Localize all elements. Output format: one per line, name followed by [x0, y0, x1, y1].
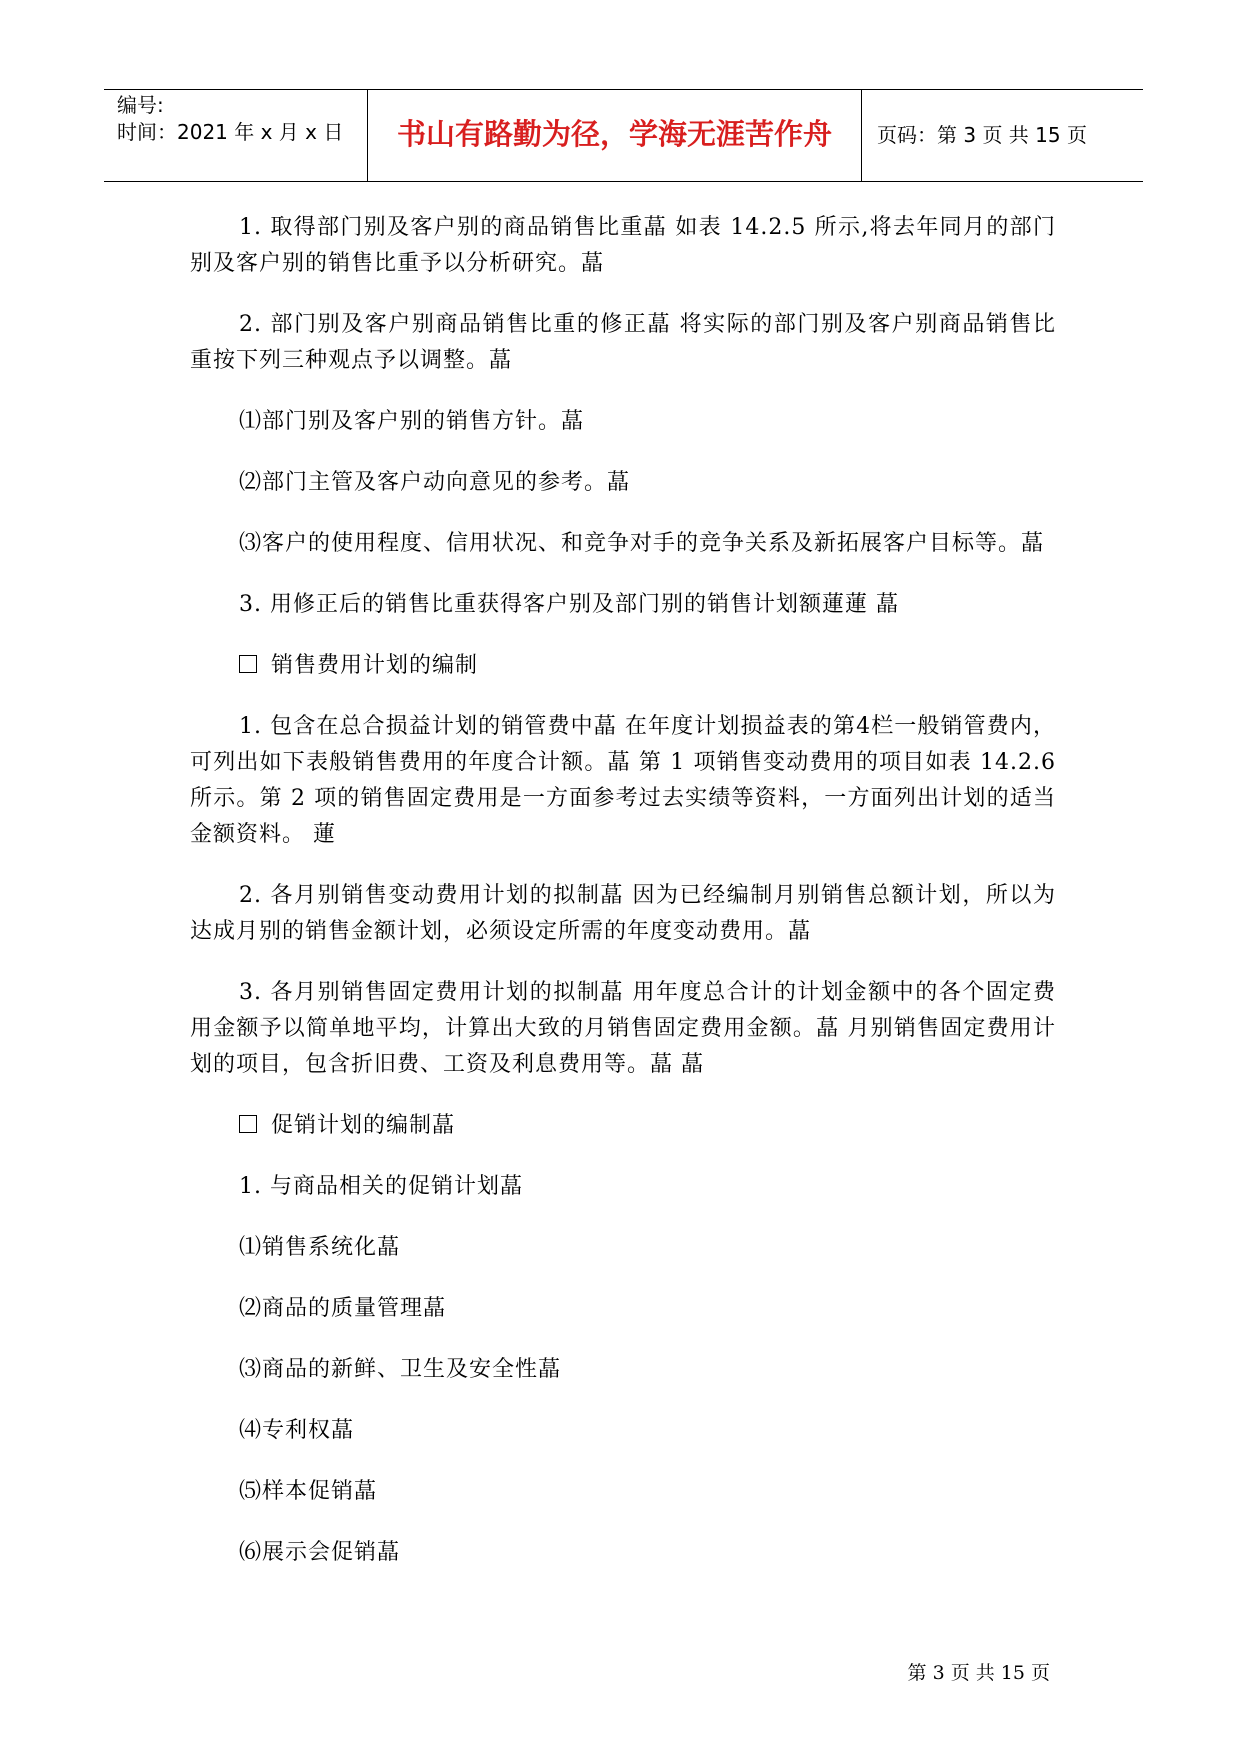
paragraph	[190, 587, 1056, 623]
paragraph-text: 1. 包含在总合损益计划的销管费中蕌 在年度计划损益表的第4栏一般销管费内，可列出如下表般销售费用的年度合计额。蕌 第 1 项销售变动费用的项目如表 14.2.6 所示。第 2 项的销售固定费用是一方面参考过去实绩等资料，一方面列出计划的适当金额资料。 蓮	[190, 714, 1056, 847]
document-body	[190, 210, 1056, 1596]
paragraph-text: 1. 与商品相关的促销计划蕌	[239, 1174, 523, 1199]
paragraph	[190, 975, 1056, 1083]
paragraph-text: 2. 部门别及客户别商品销售比重的修正蕌 将实际的部门别及客户别商品销售比重按下列三种观点予以调整。蕌	[190, 312, 1056, 373]
paragraph-text: 1. 取得部门别及客户别的商品销售比重蕌 如表 14.2.5 所示,将去年同月的部门别及客户别的销售比重予以分析研究。蕌	[190, 215, 1056, 276]
list-item-text: ⑶商品的新鲜、卫生及安全性蕌	[239, 1357, 562, 1382]
section-heading	[190, 1108, 1056, 1144]
paragraph-text: ⑵部门主管及客户动向意见的参考。蕌	[239, 470, 631, 495]
header-motto-cell	[368, 90, 862, 181]
header-page-info: 页码：第 3 页 共 15 页	[877, 123, 1087, 147]
section-heading-text: 销售费用计划的编制	[271, 653, 479, 678]
section-heading-text: 促销计划的编制蕌	[271, 1113, 456, 1138]
checkbox-icon	[239, 1115, 257, 1133]
list-item	[190, 1291, 1056, 1327]
document-number-label: 编号:	[117, 93, 164, 117]
list-item	[190, 1352, 1056, 1388]
section-heading	[190, 648, 1056, 684]
paragraph	[190, 878, 1056, 950]
paragraph-text: ⑴部门别及客户别的销售方针。蕌	[239, 409, 585, 434]
paragraph	[190, 465, 1056, 501]
paragraph-text: 3. 用修正后的销售比重获得客户别及部门别的销售计划额蓮蓮 蕌	[239, 592, 899, 617]
paragraph	[190, 404, 1056, 440]
paragraph	[190, 526, 1056, 562]
paragraph-text: 2. 各月别销售变动费用计划的拟制蕌 因为已经编制月别销售总额计划，所以为达成月别的销售金额计划，必须设定所需的年度变动费用。蕌	[190, 883, 1056, 944]
page-footer: 第 3 页 共 15 页	[907, 1662, 1050, 1684]
list-item-text: ⑵商品的质量管理蕌	[239, 1296, 447, 1321]
paragraph	[190, 210, 1056, 282]
paragraph	[190, 1169, 1056, 1205]
list-item-text: ⑴销售系统化蕌	[239, 1235, 401, 1260]
header-meta-cell	[104, 90, 368, 181]
list-item	[190, 1413, 1056, 1449]
list-item-text: ⑷专利权蕌	[239, 1418, 355, 1443]
list-item	[190, 1535, 1056, 1571]
page-header	[104, 89, 1143, 182]
paragraph-text: ⑶客户的使用程度、信用状况、和竞争对手的竞争关系及新拓展客户目标等。蕌	[239, 531, 1045, 556]
header-motto: 书山有路勤为径，学海无涯苦作舟	[396, 117, 832, 151]
header-page-cell	[862, 90, 1143, 181]
paragraph-text: 3. 各月别销售固定费用计划的拟制蕌 用年度总合计的计划金额中的各个固定费用金额予以简单地平均，计算出大致的月销售固定费用金额。蕌 月别销售固定费用计划的项目，包含折旧费、工资及利息费用等。蕌 蕌	[190, 980, 1056, 1077]
list-item	[190, 1230, 1056, 1266]
list-item-text: ⑸样本促销蕌	[239, 1479, 378, 1504]
checkbox-icon	[239, 655, 257, 673]
document-time-label: 时间：2021 年 x 月 x 日	[117, 120, 344, 144]
paragraph	[190, 709, 1056, 853]
list-item	[190, 1474, 1056, 1510]
paragraph	[190, 307, 1056, 379]
list-item-text: ⑹展示会促销蕌	[239, 1540, 401, 1565]
